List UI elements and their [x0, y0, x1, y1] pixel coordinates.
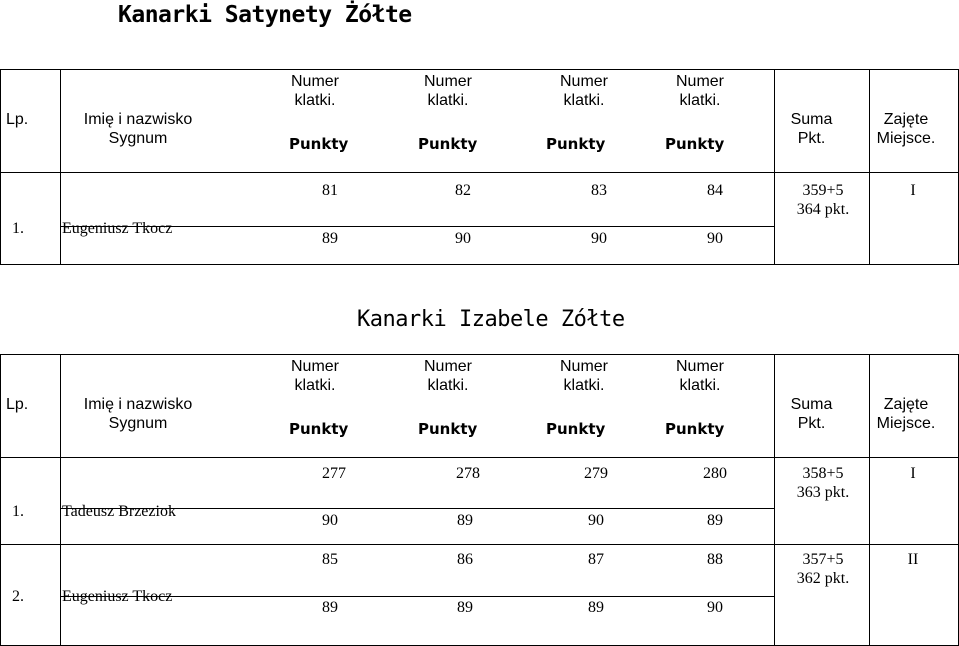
header-points: Punkty: [289, 135, 349, 153]
row-name: Eugeniusz Tkocz: [62, 588, 173, 605]
header-cage-number: Numer klatki.: [423, 73, 472, 109]
header-lp: Lp.: [6, 111, 29, 128]
points-value: 89: [322, 230, 338, 247]
cage-number: 87: [588, 551, 604, 568]
header-points: Punkty: [665, 135, 725, 153]
cage-number: 86: [457, 551, 473, 568]
header-place: Zajęte Miejsce.: [876, 111, 936, 147]
header-sum: Suma Pkt.: [790, 396, 833, 432]
header-lp: Lp.: [6, 396, 29, 413]
header-name: Imię i nazwisko Sygnum: [83, 396, 193, 432]
row-lp: 1.: [12, 220, 24, 237]
cage-number: 280: [703, 465, 727, 482]
header-cage-number: Numer klatki.: [675, 73, 724, 109]
place-value: I: [910, 182, 916, 199]
cage-number: 81: [322, 182, 338, 199]
place-value: I: [910, 465, 916, 482]
sum-value: 358+5 363 pkt.: [796, 465, 850, 501]
points-value: 89: [457, 599, 473, 616]
cage-number: 88: [707, 551, 723, 568]
header-cage-number: Numer klatki.: [559, 73, 608, 109]
results-table: [0, 69, 959, 265]
header-points: Punkty: [665, 420, 725, 438]
row-name: Tadeusz Brzeziok: [62, 503, 176, 520]
points-value: 90: [707, 599, 723, 616]
header-name: Imię i nazwisko Sygnum: [83, 111, 193, 147]
points-value: 89: [322, 599, 338, 616]
points-value: 89: [707, 512, 723, 529]
header-cage-number: Numer klatki.: [423, 358, 472, 394]
header-sum: Suma Pkt.: [790, 111, 833, 147]
header-points: Punkty: [546, 135, 606, 153]
cage-number: 83: [591, 182, 607, 199]
cage-number: 278: [456, 465, 480, 482]
points-value: 89: [588, 599, 604, 616]
sum-value: 359+5 364 pkt.: [796, 182, 850, 218]
header-points: Punkty: [289, 420, 349, 438]
points-value: 89: [457, 512, 473, 529]
place-value: II: [907, 551, 919, 568]
section-title: Kanarki Izabele Zółte: [357, 307, 625, 332]
points-value: 90: [588, 512, 604, 529]
row-name: Eugeniusz Tkocz: [62, 220, 173, 237]
cage-number: 85: [322, 551, 338, 568]
header-place: Zajęte Miejsce.: [876, 396, 936, 432]
header-points: Punkty: [418, 420, 478, 438]
row-lp: 2.: [12, 588, 24, 605]
section-title: Kanarki Satynety Żółte: [118, 2, 412, 28]
cage-number: 84: [707, 182, 723, 199]
header-cage-number: Numer klatki.: [290, 73, 339, 109]
header-cage-number: Numer klatki.: [559, 358, 608, 394]
results-table: [0, 354, 959, 646]
header-cage-number: Numer klatki.: [290, 358, 339, 394]
header-cage-number: Numer klatki.: [675, 358, 724, 394]
cage-number: 277: [322, 465, 346, 482]
sum-value: 357+5 362 pkt.: [796, 551, 850, 587]
points-value: 90: [455, 230, 471, 247]
points-value: 90: [591, 230, 607, 247]
row-lp: 1.: [12, 503, 24, 520]
header-points: Punkty: [546, 420, 606, 438]
cage-number: 82: [455, 182, 471, 199]
cage-number: 279: [584, 465, 608, 482]
points-value: 90: [322, 512, 338, 529]
points-value: 90: [707, 230, 723, 247]
header-points: Punkty: [418, 135, 478, 153]
